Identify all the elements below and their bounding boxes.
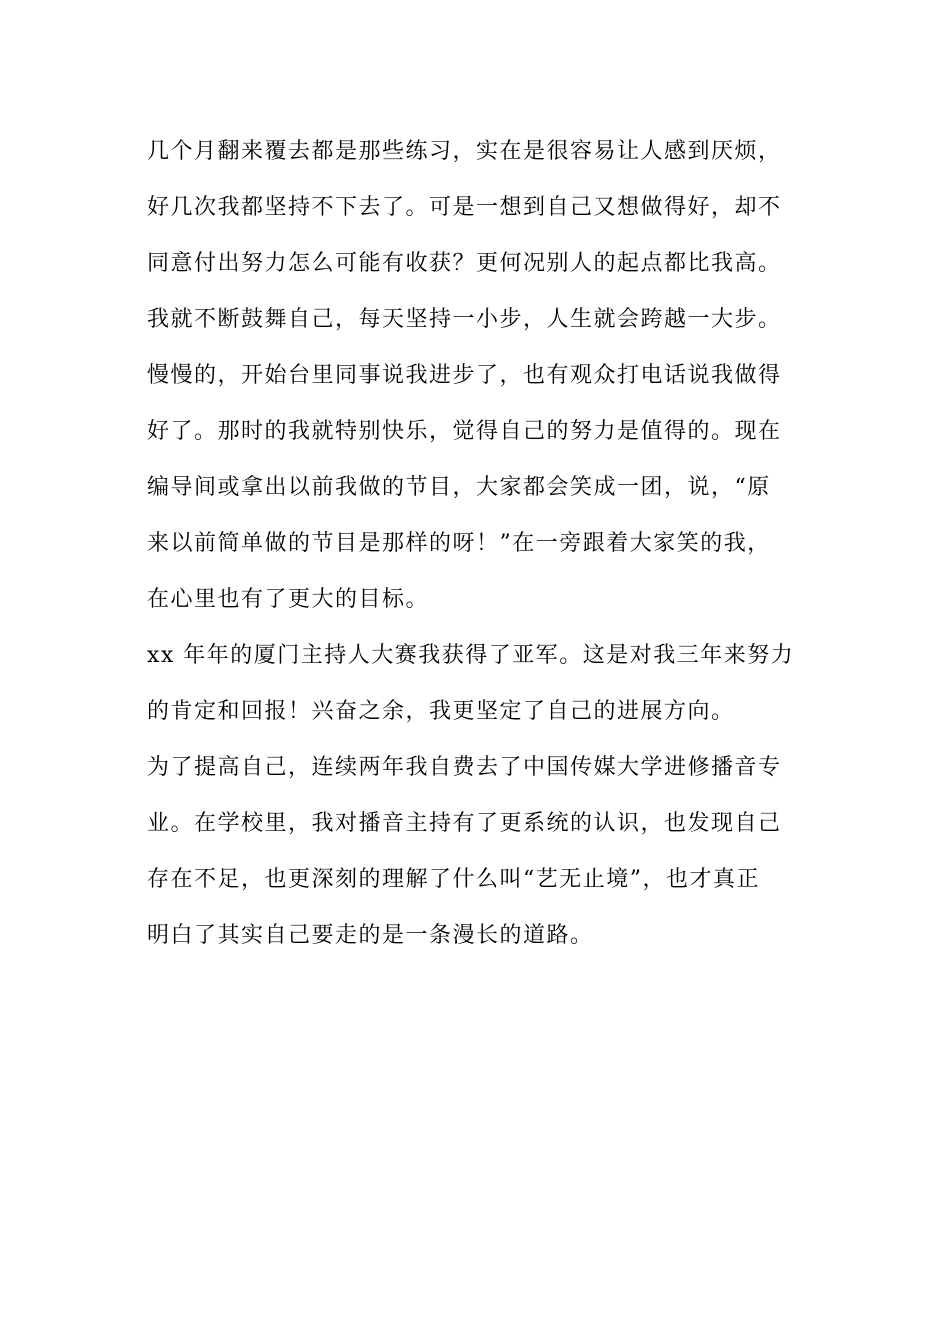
text-line: 好几次我都坚持不下去了。可是一想到自己又想做得好，却不 <box>147 195 782 220</box>
text-line: 慢慢的，开始台里同事说我进步了，也有观众打电话说我做得 <box>147 363 782 388</box>
text-line: 编导间或拿出以前我做的节目，大家都会笑成一团，说，“原 <box>147 475 771 500</box>
text-line: 的肯定和回报！兴奋之余，我更坚定了自己的进展方向。 <box>147 699 735 724</box>
document-body <box>147 128 807 968</box>
text-line: xx 年年的厦门主持人大赛我获得了亚军。这是对我三年来努力 <box>147 643 795 668</box>
text-line: 在心里也有了更大的目标。 <box>147 587 430 612</box>
text-line: 我就不断鼓舞自己，每天坚持一小步，人生就会跨越一大步。 <box>147 307 782 332</box>
text-line: 为了提高自己，连续两年我自费去了中国传媒大学进修播音专 <box>147 755 782 780</box>
text-line: 来以前简单做的节目是那样的呀！”在一旁跟着大家笑的我， <box>147 531 771 556</box>
text-line: 好了。那时的我就特别快乐，觉得自己的努力是值得的。现在 <box>147 419 782 444</box>
text-line: 存在不足，也更深刻的理解了什么叫“艺无止境”，也才真正 <box>147 867 760 892</box>
text-line: 几个月翻来覆去都是那些练习，实在是很容易让人感到厌烦， <box>147 139 782 164</box>
text-line: 同意付出努力怎么可能有收获？更何况别人的起点都比我高。 <box>147 251 782 276</box>
text-line: 业。在学校里，我对播音主持有了更系统的认识，也发现自己 <box>147 811 782 836</box>
text-line: 明白了其实自己要走的是一条漫长的道路。 <box>147 923 594 948</box>
